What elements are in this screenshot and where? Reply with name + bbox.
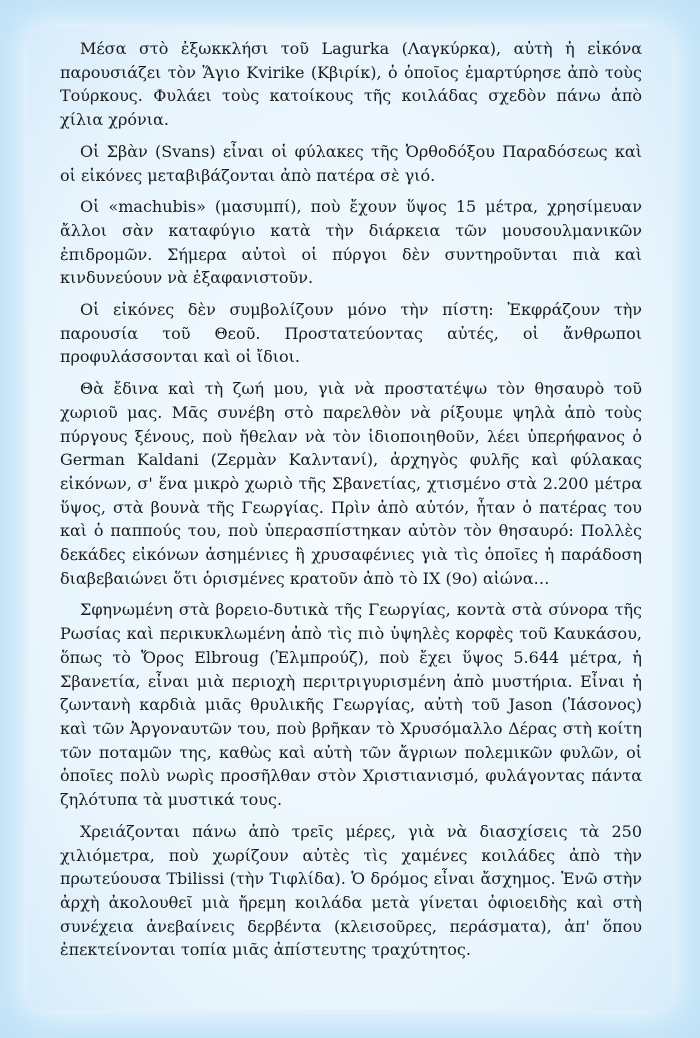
article-body bbox=[60, 37, 642, 970]
paragraph: Οἱ «machubis» (μασυμπί), ποὺ ἔχουν ὕψος 15 μέτρα, χρησίμευαν ἄλλοι σὰν καταφύγιο κατὰ τὴν διάρκεια τῶν μουσουλμανικῶν ἐπιδρομῶν. Σήμερα αὐτοὶ οἱ πύργοι δὲν συντηροῦνται πιὰ καὶ κινδυνεύουν νὰ ἐξαφανιστοῦν. bbox=[60, 197, 642, 288]
paragraph: Οἱ εἰκόνες δὲν συμβολίζουν μόνο τὴν πίστη: Ἐκφράζουν τὴν παρουσία τοῦ Θεοῦ. Προστατεύοντας αὐτές, οἱ ἄνθρωποι προφυλάσσονται καὶ οἱ ἴδιοι. bbox=[60, 300, 642, 367]
paragraph: Μέσα στὸ ἐξωκκλήσι τοῦ Lagurka (Λαγκύρκα), αὐτὴ ἡ εἰκόνα παρουσιάζει τὸν Ἅγιο Kvirike (Κβιρίκ), ὁ ὁποῖος ἐμαρτύρησε ἀπὸ τοὺς Τούρκους. Φυλάει τοὺς κατοίκους τῆς κοιλάδας σχεδὸν πάνω ἀπὸ χίλια χρόνια. bbox=[60, 39, 642, 130]
paragraph: Οἱ Σβὰν (Svans) εἶναι οἱ φύλακες τῆς Ὀρθοδόξου Παραδόσεως καὶ οἱ εἰκόνες μεταβιβάζονται ἀπὸ πατέρα σὲ γιό. bbox=[60, 141, 642, 185]
paragraph: Θὰ ἔδινα καὶ τὴ ζωή μου, γιὰ νὰ προστατέψω τὸν θησαυρὸ τοῦ χωριοῦ μας. Μᾶς συνέβη στὸ παρελθὸν νὰ ρίξουμε ψηλὰ ἀπὸ τοὺς πύργους ξένους, ποὺ ἤθελαν νὰ τὸν ἰδιοποιηθοῦν, λέει ὑπερήφανος ὁ German Kaldani (Ζερμὰν Καλντανί), ἀρχηγὸς φυλῆς καὶ φύλακας εἰκόνων, σ' ἕνα μικρὸ χωριὸ τῆς Σβανετίας, χτισμένο στὰ 2.200 μέτρα ὕψος, στὰ βουνὰ τῆς Γεωργίας. Πρὶν ἀπὸ αὐτόν, ἦταν ὁ πατέρας του καὶ ὁ παππούς του, ποὺ ὑπερασπίστηκαν αὐτὸν τὸν θησαυρό: Πολλὲς δεκάδες εἰκόνων ἀσημένιες ἢ χρυσαφένιες γιὰ τὶς ὁποῖες ἡ παράδοση διαβεβαιώνει ὅτι ὁρισμένες κρατοῦν ἀπὸ τὸ IX (9ο) αἰώνα… bbox=[60, 379, 642, 588]
paragraph: Σφηνωμένη στὰ βορειο-δυτικὰ τῆς Γεωργίας, κοντὰ στὰ σύνορα τῆς Ρωσίας καὶ περικυκλωμένη ἀπὸ τὶς πιὸ ὑψηλὲς κορφὲς τοῦ Καυκάσου, ὅπως τὸ Ὄρος Elbroug (Ἐλμπρούζ), ποὺ ἔχει ὕψος 5.644 μέτρα, ἡ Σβανετία, εἶναι μιὰ περιοχὴ περιτριγυρισμένη ἀπὸ μυστήρια. Εἶναι ἡ ζωντανὴ καρδιὰ μιᾶς θρυλικῆς Γεωργίας, αὐτὴ τοῦ Jason (Ἰάσονος) καὶ τῶν Ἀργοναυτῶν του, ποὺ βρῆκαν τὸ Χρυσόμαλλο Δέρας στὴ κοίτη τῶν ποταμῶν της, καθὼς καὶ αὐτὴ τῶν ἄγριων πολεμικῶν φυλῶν, οἱ ὁποῖες πολὺ νωρὶς προσῆλθαν στὸν Χριστιανισμό, φυλάγοντας πάντα ζηλότυπα τὰ μυστικά τους. bbox=[60, 600, 642, 810]
paragraph: Χρειάζονται πάνω ἀπὸ τρεῖς μέρες, γιὰ νὰ διασχίσεις τὰ 250 χιλιόμετρα, ποὺ χωρίζουν αὐτὲς τὶς χαμένες κοιλάδες ἀπὸ τὴν πρωτεύουσα Tbilissi (τὴν Τιφλίδα). Ὁ δρόμος εἶναι ἄσχημος. Ἐνῶ στὴν ἀρχὴ ἀκολουθεῖ μιὰ ἤρεμη κοιλάδα μετὰ γίνεται ὀφιοειδὴς καὶ στὴ συνέχεια ἀνεβαίνεις δερβέντα (κλεισοῦρες, περάσματα), ἀπ' ὅπου ἐπεκτείνονται τοπία μιᾶς ἀπίστευτης τραχύτητος. bbox=[60, 821, 642, 960]
